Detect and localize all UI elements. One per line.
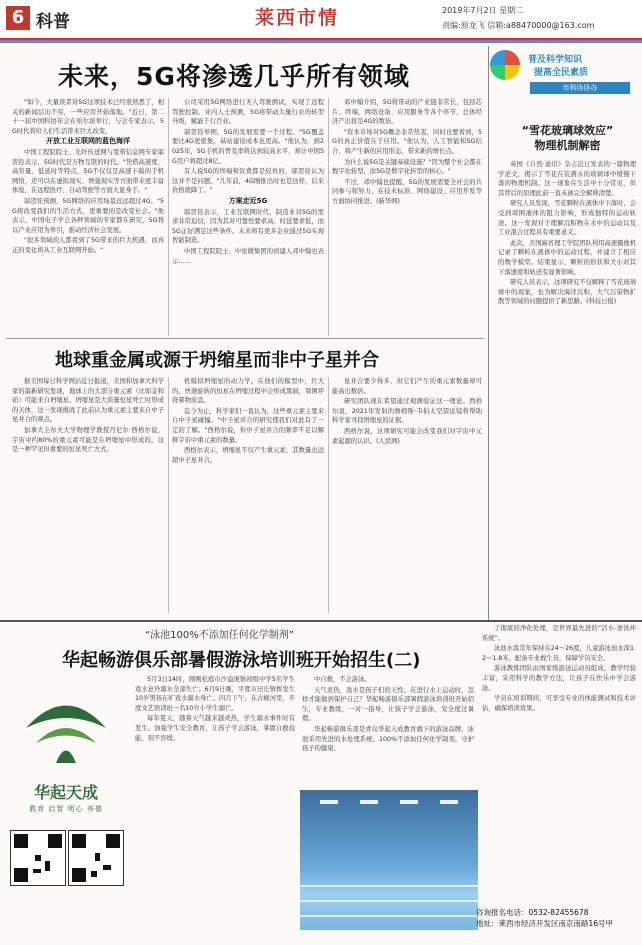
paragraph: 邓中翰介绍，5G将带动的产业链非常长，包括芯片、终端、网络设备、应用服务等各个环节，总体经济产出将是4G的数倍。 — [332, 99, 482, 126]
qr-code-icon — [68, 830, 124, 886]
paragraph: 了彻底的净化处理，是世界最先进的“活水-逆洗环系统”。 — [482, 625, 636, 642]
paragraph: 邬贺铨预测，5G网络的应用场景远远超过4G。"5G将改变我们的生活方式，更重要的是改变社会。"他表示，中国电子学会各种领域的专家都在研究，5G将以产业应用为牵引，推动经济社会发展。 — [12, 197, 164, 234]
masthead: 莱西市情 — [255, 7, 340, 29]
qr-code-icon — [10, 830, 66, 886]
paragraph: 据美国每日科学网站近日报道，美国和加拿大科学家的最新研究发现，地球上的大部分重元素（比如金和铂）可能来自坍缩星。坍缩星是大质量恒星死亡时形成的天体，这一发现挑战了此前认为重元素主要来自中子星并合的观点。 — [12, 378, 164, 424]
paragraph: 公司采用5G网络进行无人驾驶测试，实现了远程驾驶控制。业内人士预测，5G将带动大量行业的转型升级，赋能千行百业。 — [172, 99, 324, 126]
editor-line: 责编:原龙飞 信箱:a88470000@163.com — [442, 21, 595, 30]
subheading: 开放工业互联网的蓝色海洋 — [46, 137, 130, 146]
paragraph: 游泳教练团队由国家级游泳运动员组成，教学经验丰富，采用科学的教学方法，让孩子在快乐中学会游泳。 — [482, 665, 636, 692]
brand-slogan: 教育 启智 明心 养德 — [29, 805, 103, 813]
page-number: 6 — [6, 6, 30, 30]
column-divider — [328, 98, 329, 336]
article2-body — [498, 160, 636, 610]
article3-column-1 — [12, 377, 164, 613]
science-emblem-icon — [490, 50, 520, 80]
headline-line: 物理机制解密 — [534, 139, 601, 152]
paragraph: 机模拟坍缩星的动力学。在他们的模型中，巨大的、快速旋转的恒星在坍缩过程中会形成黑洞，周围环绕着物质盘。 — [172, 378, 324, 405]
article1-column-1 — [12, 98, 164, 336]
headline-line: “雪花玻璃球效应” — [521, 124, 614, 137]
paragraph: 天气炎热，戏水是孩子们的天性。在进行水上运动时，怎样才能做到保护自己？华起畅游俱乐部暑假游泳培训班开始招生，专业教练，一对一指导，让孩子学会游泳，安全度过暑假。 — [302, 686, 474, 723]
paragraph: 研究团队现在希望通过观测验证这一理论。西格尔说，2021年发射的詹姆斯·韦伯太空望远镜将帮助科学家寻找坍缩星的证据。 — [332, 398, 482, 425]
paragraph: 为什么说5G是关键基础设施？"因为整个社会都在数字化转型，而5G是数字化转型的核心。" — [332, 158, 482, 176]
article3-column-2 — [172, 377, 324, 613]
column-divider — [328, 377, 329, 613]
science-logo — [490, 48, 635, 108]
paragraph: 中国工程院院士、中星微集团的创建人邓中翰也表示…… — [172, 247, 324, 265]
paragraph: 学员在培训期间，可享受专业的体能测试和技术评估，确保培训效果。 — [482, 695, 636, 712]
section-divider — [6, 338, 484, 339]
paragraph: 星并合要少得多，但它们产生的重元素数量却可能高出数倍。 — [332, 378, 482, 395]
article1-column-2 — [172, 98, 324, 336]
paragraph: 研究人员发现，雪花颗粒在液体中下落时，会受到周围液体的阻力影响，形成独特的运动轨迹。这一发现对于理解沉积物在水中的运动以及工业混合过程具有重要意义。 — [498, 200, 636, 237]
article2-headline-text — [500, 123, 635, 153]
ad-column-3 — [482, 624, 636, 904]
article2-headline — [500, 123, 635, 153]
logo-line-2: 提高全民素质 — [534, 68, 589, 78]
article1-headline: 未来，5G将渗透几乎所有领域 — [58, 62, 410, 91]
header-divider — [0, 40, 642, 43]
brand-name: 华起天成 — [33, 783, 98, 802]
paragraph: 5月3日14时，刚刚松庭市沙溢庞镇初级中学5名学生戏水意外溺水全部失亡；6月9日晚，平度市田庄镇桥发生10岁男孩在旷戏水溺水身亡。四月下午，在古岘河里，平度文艺培训班一名10岁小学生溺亡。 — [135, 676, 295, 712]
paragraph: 邬贺铨举例，5G的发展需要一个过程。"5G覆盖要比4G更密集，基站建设成本也更高。"他认为，到2025年，5G手机的普及率将达到较高水平，预计中国5G用户将超过8亿。 — [172, 128, 324, 165]
article3-headline: 地球重金属或源于坍缩星而非中子星并合 — [55, 350, 379, 371]
paragraph: 不过，邓中翰也提醒，5G的发展需要全社会的共同参与和努力，在技术标准、网络建设、应用开发等方面协同推进。(新华网) — [332, 178, 482, 205]
ad-column-2 — [302, 675, 474, 785]
paragraph: 中国工程院院士、光纤传送网与宽带信息网专家邬贺铨表示，5G时代是万物互联的时代。"凭借高速度、高容量、低延时等特点，5G不仅仅是高速下载的手机网络，还可以在虚拟现实、增强现实等方面带来更丰富体验，在远程医疗、自动驾驶等方面大显身手。" — [12, 148, 164, 195]
paragraph: 此次，美国麻省理工学院团队利用高速摄像机记录了颗粒在液体中的运动过程，并建立了相应的数学模型。结果显示，颗粒的形状和大小对其下落速度和轨迹有显著影响。 — [498, 239, 636, 276]
ad-divider — [0, 620, 642, 622]
ad-contact — [476, 907, 613, 929]
paragraph: 泳池水温常年保持在24～26度，儿童游泳池水深1.2～1.8米，配备专业救生员，保障学员安全。 — [482, 645, 636, 662]
pool-photo — [300, 790, 478, 930]
paragraph: "如今，大量读者对5G这项技术已经很熟悉了，相关的新闻层出不穷，一些应用开始落地。"近日，第二十一届中国科协年会在哈尔滨举行，与会专家表示，5G时代将给人们生活带来巨大改变。 — [12, 99, 164, 135]
article1-column-3 — [332, 98, 482, 336]
article3-column-3 — [332, 377, 482, 613]
logo-line-1: 普及科学知识 — [528, 55, 583, 65]
subheading: 方案走近5G — [228, 196, 268, 205]
paragraph: 有人说5G的终端和资费都是较贵的，邬贺铨认为这并不是问题。"几年前，4G刚推出时也是这样，后来价格就降了。" — [172, 168, 324, 195]
logo-line-3: 市科协协办 — [530, 82, 630, 94]
issue-date: 2019年7月2日 星期二 — [442, 6, 524, 15]
contact-address: 地址：莱西市经济开发区南京南路16号甲 — [476, 919, 614, 928]
paragraph: "资本市场对5G概念非常热衷，同时也要看到，5G的真正价值在于应用。"他认为，人工智能和5G结合，将产生新的应用形态，带来新的增长点。 — [332, 128, 482, 155]
section-name: 科普 — [36, 12, 70, 32]
paragraph: 研究人员表示，这项研究不仅解释了雪花玻璃球中的现象，也为解决海洋沉积、大气污染物扩散等领域的问题提供了新思路。(科技日报) — [498, 279, 636, 306]
paragraph: 加拿大圭尔夫大学物理学教授丹尼尔·西格尔说，宇宙中约80%的重元素可能是在坍缩星中形成的。这是一种罕见但重要的恒星死亡方式。 — [12, 426, 164, 454]
paragraph: 西格尔表示，坍缩星不仅产生重元素，其数量也远超中子星并合。 — [172, 447, 324, 464]
paragraph: "很多领域的人都看到了5G带来的巨大机遇，而真正的变化将从工业互联网开始。" — [12, 237, 164, 254]
sidebar-divider — [488, 46, 489, 621]
ad-column-1 — [135, 675, 295, 935]
ad-headline: 华起畅游俱乐部暑假游泳培训班开始招生(二) — [62, 650, 421, 671]
paragraph: 华起畅游俱乐部是青岛华起天成教育旗下的游泳品牌，泳池采用先进的水处理系统，100%不添加任何化学制剂，守护孩子的健康。 — [302, 725, 474, 753]
ad-brand-panel — [6, 680, 126, 940]
contact-phone: 咨询报名电话：0532-82455678 — [476, 908, 589, 917]
paragraph: 迄今为止，科学家们一直认为，这些重元素主要来自中子星碰撞。"中子星并合的研究使我们对此有了一定的了解。"西格尔说，但中子星并合的频率不足以解释宇宙中重元素的数量。 — [172, 407, 324, 444]
paragraph: 西格尔说，这项研究可能会改变我们对宇宙中元素起源的认识。(人民网) — [332, 427, 482, 445]
column-divider — [168, 98, 169, 336]
paragraph: 中自救，不会游泳。 — [314, 676, 371, 683]
paragraph: 邬贺铨表示，工业互联网时代，制造业对5G的需求非常迫切，因为其对可靠性要求高、时延要求低，而5G正好满足这些条件。未来将有更多企业通过5G实现智能制造。 — [172, 208, 324, 245]
brand-logo-icon — [16, 688, 116, 768]
ad-kicker: “泳池100%不添加任何化学制剂” — [145, 630, 294, 641]
page-header — [0, 0, 642, 40]
paragraph: 英国《自然·通讯》杂志近日发表的一篇物理学论文，揭示了雪花在装满水的玻璃球中缓慢下落的物理机制。这一现象在生活中十分常见，但其背后的原理此前一直未被完全解释清楚。 — [498, 161, 636, 197]
paragraph: 每年夏天，随着天气越来越炎热，学生溺水事件时有发生。加强学生安全教育，让孩子学会游泳，掌握自救技能，刻不容缓。 — [135, 715, 295, 742]
column-divider — [168, 377, 169, 613]
